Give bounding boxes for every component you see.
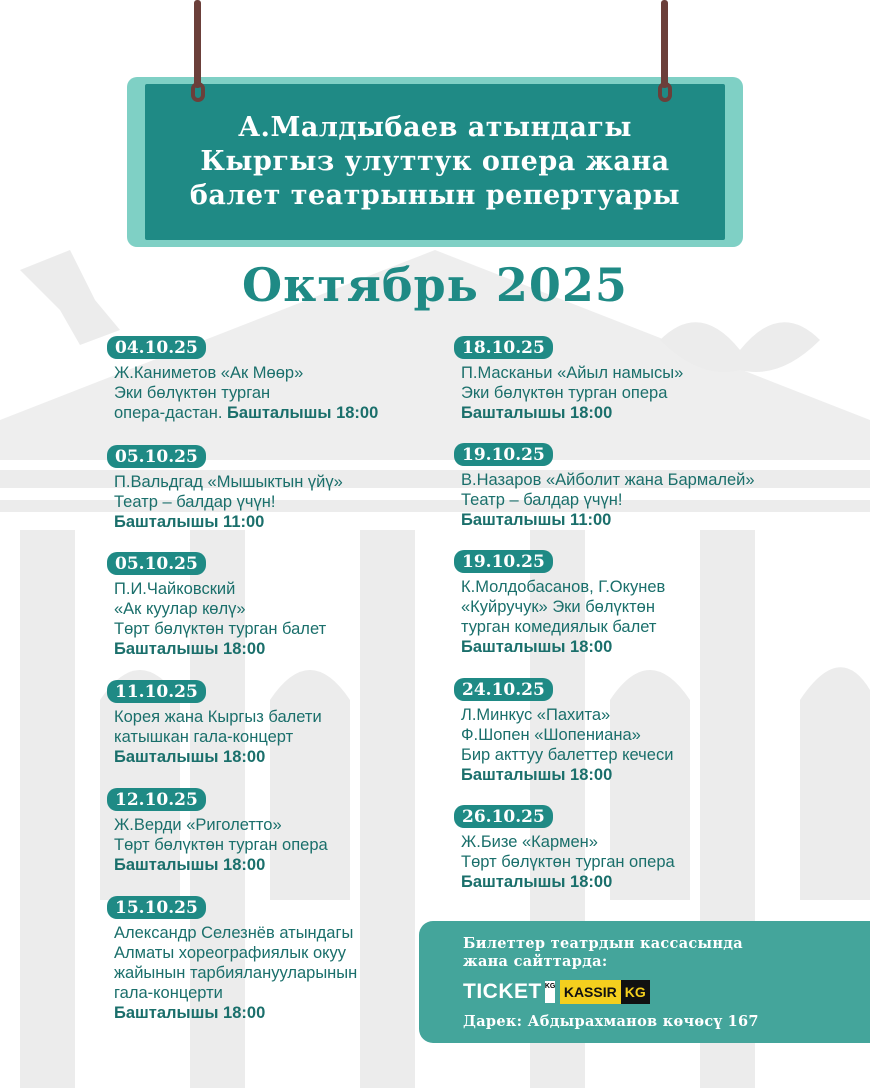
event-line: Л.Минкус «Пахита» <box>461 706 611 724</box>
event-start-time: Башталышы 18:00 <box>227 404 379 422</box>
event-start-time: Башталышы 18:00 <box>461 873 613 891</box>
ticket-kg-logo[interactable]: TICKET <box>463 980 542 1003</box>
event-line: «Ак куулар көлү» <box>114 600 246 618</box>
event-start-time: Башталышы 11:00 <box>461 511 612 529</box>
event-start-time: Башталышы 18:00 <box>114 640 266 658</box>
event-line: катышкан гала-концерт <box>114 728 294 746</box>
event-line: Алматы хореографиялык окуу <box>114 944 347 962</box>
event-item <box>107 680 322 767</box>
event-line: Ж.Верди «Риголетто» <box>114 816 282 834</box>
title-line-1: А.Малдыбаев атындагы <box>238 112 632 143</box>
event-line: Театр – балдар үчүн! <box>114 493 276 511</box>
event-item <box>454 678 673 785</box>
left-rope <box>194 0 201 88</box>
event-line: П.Вальдгад «Мышыктын үйү» <box>114 473 343 491</box>
event-start-time: Башталышы 18:00 <box>114 856 266 874</box>
ticket-logos <box>463 979 870 1005</box>
event-line: гала-концерти <box>114 984 223 1002</box>
event-line: Ж.Каниметов «Ак Мөөр» <box>114 364 304 382</box>
event-date: 04.10.25 <box>107 336 206 359</box>
event-line: П.Масканьи «Айыл намысы» <box>461 364 684 382</box>
event-start-time: Башталышы 11:00 <box>114 513 265 531</box>
event-line: опера-дастан. <box>114 404 228 422</box>
event-line: В.Назаров «Айболит жана Бармалей» <box>461 471 755 489</box>
event-date: 24.10.25 <box>454 678 553 701</box>
event-line: Ф.Шопен «Шопениана» <box>461 726 641 744</box>
left-ring <box>191 82 205 102</box>
event-line: Эки бөлүктөн турган <box>114 384 271 402</box>
right-rope <box>661 0 668 88</box>
ticket-info-panel <box>419 921 870 1043</box>
kassir-kg-badge: KG <box>621 980 650 1004</box>
event-line: Театр – балдар үчүн! <box>461 491 623 509</box>
event-line: Төрт бөлүктөн турган балет <box>114 620 327 638</box>
event-start-time: Башталышы 18:00 <box>461 404 613 422</box>
event-line: П.И.Чайковский <box>114 580 236 598</box>
ticket-title-line-1: Билеттер театрдын кассасында <box>463 935 743 952</box>
ticket-title-line-2: жана сайттарда: <box>463 953 608 970</box>
right-ring <box>658 82 672 102</box>
event-line: Бир акттуу балеттер кечеси <box>461 746 674 764</box>
event-date: 26.10.25 <box>454 805 553 828</box>
event-date: 05.10.25 <box>107 552 206 575</box>
month-heading: Октябрь 2025 <box>242 258 628 312</box>
theatre-address: Дарек: Абдырахманов көчөсү 167 <box>463 1013 759 1030</box>
event-line: Корея жана Кыргыз балети <box>114 708 322 726</box>
kassir-kg-logo[interactable]: KASSIR <box>560 980 621 1004</box>
event-item <box>454 336 683 423</box>
event-line: Эки бөлүктөн турган опера <box>461 384 668 402</box>
event-item <box>454 443 755 530</box>
event-line: Александр Селезнёв атындагы <box>114 924 354 942</box>
event-item <box>107 552 326 659</box>
event-line: Төрт бөлүктөн турган опера <box>461 853 675 871</box>
event-start-time: Башталышы 18:00 <box>114 748 266 766</box>
title-sign <box>145 84 725 240</box>
event-date: 11.10.25 <box>107 680 206 703</box>
ticket-kg-badge: KG <box>545 981 555 1003</box>
event-date: 15.10.25 <box>107 896 206 919</box>
event-date: 19.10.25 <box>454 443 553 466</box>
event-line: «Куйручук» Эки бөлүктөн <box>461 598 655 616</box>
event-item <box>454 805 675 892</box>
event-item <box>107 336 378 423</box>
event-line: К.Молдобасанов, Г.Окунев <box>461 578 666 596</box>
event-line: жайынын тарбияланууларынын <box>114 964 358 982</box>
event-date: 18.10.25 <box>454 336 553 359</box>
event-date: 19.10.25 <box>454 550 553 573</box>
event-start-time: Башталышы 18:00 <box>461 638 613 656</box>
event-item <box>107 445 343 532</box>
event-item <box>107 896 357 1023</box>
event-start-time: Башталышы 18:00 <box>114 1004 266 1022</box>
event-item <box>454 550 665 657</box>
event-item <box>107 788 328 875</box>
event-start-time: Башталышы 18:00 <box>461 766 613 784</box>
event-date: 12.10.25 <box>107 788 206 811</box>
title-line-2: Кыргыз улуттук опера жана <box>200 146 670 177</box>
title-line-3: балет театрынын репертуары <box>189 180 681 211</box>
event-line: турган комедиялык балет <box>461 618 657 636</box>
event-line: Ж.Бизе «Кармен» <box>461 833 598 851</box>
event-date: 05.10.25 <box>107 445 206 468</box>
event-line: Төрт бөлүктөн турган опера <box>114 836 328 854</box>
